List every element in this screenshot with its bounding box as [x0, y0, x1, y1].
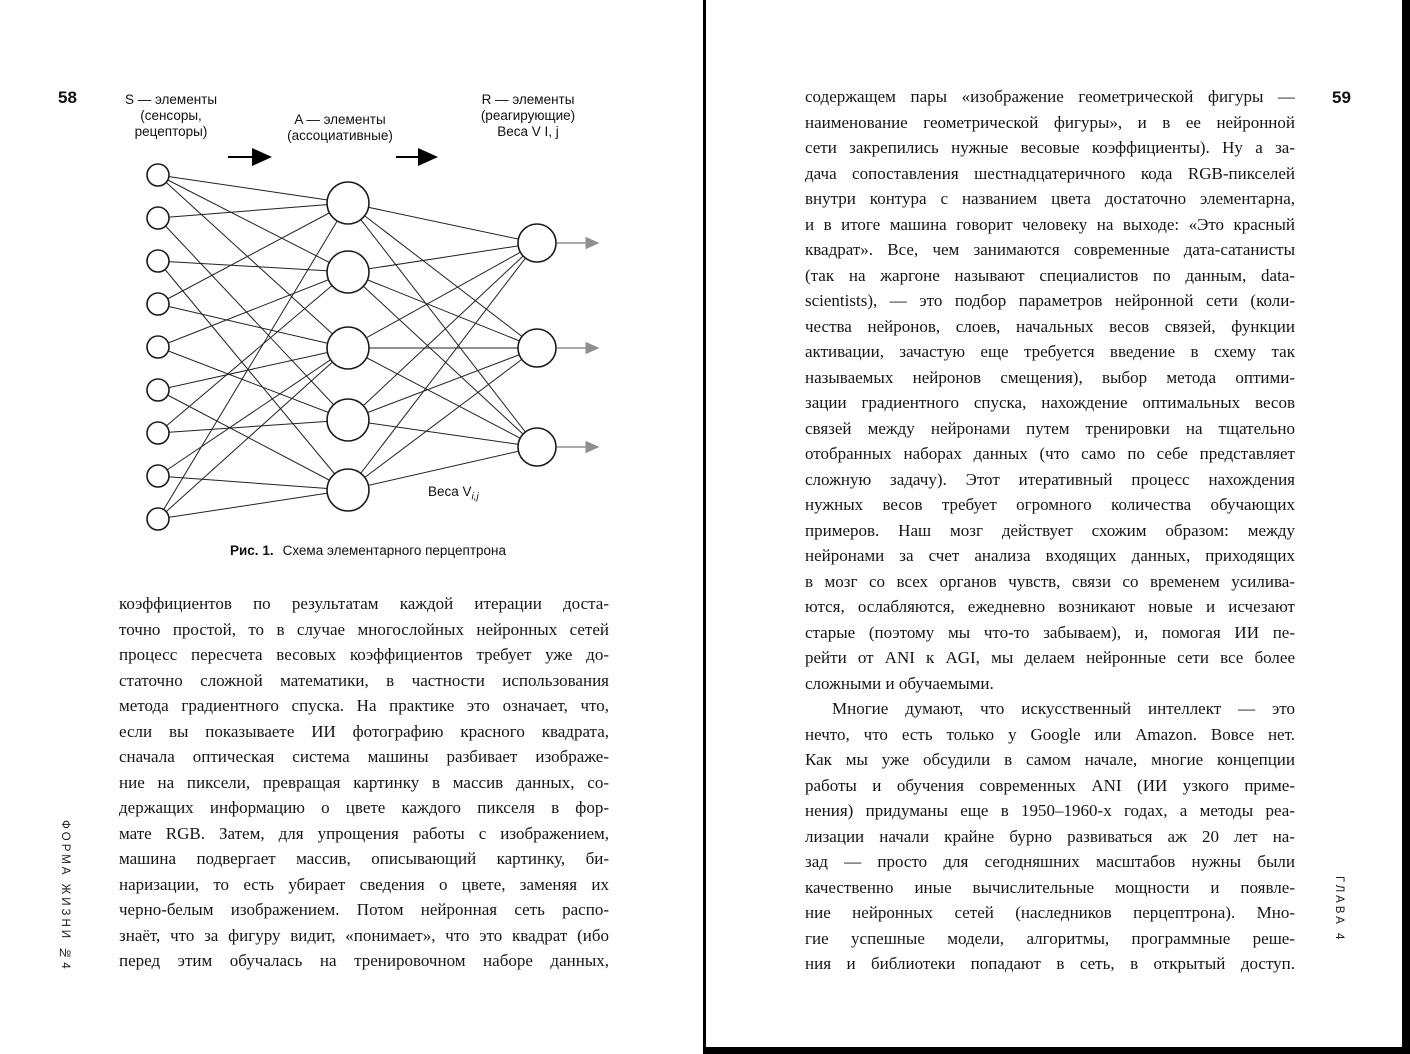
s-label-line1: S — элементы — [124, 92, 218, 107]
r-label-line2: (реагирующие) — [480, 108, 576, 123]
a-label-line1: A — элементы — [294, 112, 386, 127]
text-line: дача сопоставления шестнадцатеричного кода RGB-пикселей — [805, 163, 1295, 183]
text-line: нейронами за счет анализа входящих данных, приходящих — [805, 546, 1295, 565]
s-label-line3: рецепторы) — [134, 124, 208, 139]
text-line: зад — просто для сегодняшних масштабов нужны были — [805, 852, 1295, 871]
text-line: держащих информацию о цвете каждого пикселя в фор- — [119, 798, 609, 817]
r-elements-label — [447, 92, 609, 140]
text-line: точно простой, то в случае многослойных нейронных сетей — [119, 619, 609, 639]
text-line: перед этим обучалась на тренировочном наборе данных, — [119, 951, 609, 970]
text-line: сложными и обучаемыми. — [805, 673, 994, 693]
right-margin-chapter-title: ГЛАВА 4 — [1333, 876, 1345, 943]
text-line: мате RGB. Затем, для упрощения работы с изображением, — [119, 823, 609, 843]
text-line: называемых нейронов смещения), выбор метода оптими- — [805, 367, 1295, 387]
text-line: метода градиентного спуска. На практике это означает, что, — [119, 696, 609, 715]
figure-caption-text: Схема элементарного перцептрона — [282, 543, 506, 558]
text-line: черно-белым изображением. Потом нейронная сеть распо- — [119, 900, 609, 919]
perceptron-diagram — [0, 0, 705, 580]
text-line: Многие думают, что искусственный интеллект — это — [832, 699, 1295, 718]
weights-label — [428, 484, 479, 503]
text-line: машина подвергает массив, описывающий картинку, би- — [119, 849, 609, 868]
left-body-text — [119, 591, 609, 974]
text-line: коэффициентов по результатам каждой итерации доста- — [119, 594, 609, 613]
figure-caption-label: Рис. 1. — [230, 543, 274, 558]
text-line: рейти от ANI к AGI, мы делаем нейронные сети все более — [805, 648, 1295, 667]
page-number-left: 58 — [58, 88, 77, 107]
text-line: качественно иные вычислительные мощности и появле- — [805, 877, 1295, 897]
a-elements-label — [264, 112, 416, 144]
scan-edge-bottom — [703, 1047, 1410, 1054]
perceptron-network-svg — [0, 0, 705, 580]
text-line: сложную задачу). Этот итеративный процесс нахождения — [805, 469, 1295, 489]
text-line: зации градиентного спуска, нахождение оптимальных весов — [805, 393, 1295, 412]
text-line: нения) придуманы еще в 1950–1960-х годах, а методы реа- — [805, 801, 1295, 820]
text-line: статочно сложной математики, в частности использования — [119, 670, 609, 690]
text-line: ние нейронных сетей (наследников перцептрона). Мно- — [805, 903, 1295, 922]
text-line: наризации, то есть убирает сведения о цвете, заменяя их — [119, 874, 609, 894]
text-line: ния и библиотеки попадают в сеть, в открытый доступ. — [805, 954, 1295, 973]
a-neurons — [327, 182, 369, 511]
text-line: и в итоге машина говорит человеку на выходе: «Это красный — [805, 214, 1295, 234]
text-line: знаёт, что за фигуру видит, «понимает», что это квадрат (ибо — [119, 925, 609, 945]
text-line: процесс пересчета весовых коэффициентов требует уже до- — [119, 645, 609, 664]
weights-subscript: i,j — [471, 491, 479, 503]
text-line: работы и обучения современных ANI (ИИ узкого приме- — [805, 775, 1295, 795]
text-line: чества нейронов, слоев, начальных весов связей, функции — [805, 316, 1295, 336]
r-label-line1: R — элементы — [481, 92, 575, 107]
text-line: нужных весов требует огромного количества обучающих — [805, 495, 1295, 514]
figure-caption — [230, 543, 506, 558]
text-line: содержащем пары «изображение геометрической фигуры — — [805, 87, 1295, 106]
text-line: сети закрепились нужные весовые коэффициенты). Ну а за- — [805, 138, 1295, 157]
text-line: лизации начали крайне бурно развиваться аж 20 лет на- — [805, 826, 1295, 846]
text-line: Как мы уже обсудили в самом начале, многие концепции — [805, 750, 1295, 769]
text-line: нечто, что есть только у Google или Amazon. Вовсе нет. — [805, 724, 1295, 744]
text-line: старые (поэтому мы что-то забываем), и, помогая ИИ пе- — [805, 622, 1295, 642]
text-line: связей между нейронами путем тренировки на тщательно — [805, 418, 1295, 438]
right-paragraph-2 — [805, 696, 1295, 977]
text-line: если вы показываете ИИ фотографию красного квадрата, — [119, 721, 609, 741]
text-line: scientists), — это подбор параметров нейронной сети (коли- — [805, 291, 1295, 310]
output-arrows — [557, 243, 598, 447]
s-to-a-connections — [158, 175, 348, 519]
right-body-text — [805, 84, 1295, 977]
text-line: гие успешные модели, алгоритмы, программные реше- — [805, 928, 1295, 948]
text-line: сначала оптическая система машины разбивает изображе- — [119, 747, 609, 766]
s-neurons — [147, 164, 169, 530]
text-line: внутри контура с названием цвета достаточно элементарна, — [805, 189, 1295, 208]
page-gutter-divider — [703, 0, 706, 1054]
a-to-r-connections — [348, 203, 537, 490]
text-line: в мозг со всех органов чувств, связи со временем усилива- — [805, 571, 1295, 591]
weights-label-text: Веса V — [428, 484, 472, 499]
s-label-line2: (сенсоры, — [140, 108, 202, 123]
text-line: примеров. Наш мозг действует схожим образом: между — [805, 520, 1295, 540]
r-label-line3: Веса V I, j — [497, 124, 559, 139]
text-line: наименование геометрической фигуры», и в ее нейронной — [805, 112, 1295, 132]
text-line: (так на жаргоне называют специалистов по данным, data- — [805, 265, 1295, 285]
text-line: ние на пиксели, превращая картинку в массив данных, со- — [119, 772, 609, 792]
a-label-line2: (ассоциативные) — [287, 128, 393, 143]
text-line: ются, ослабляются, ежедневно возникают новые и исчезают — [805, 597, 1295, 616]
right-paragraph-1 — [805, 84, 1295, 696]
text-line: квадрат». Все, чем занимаются современные дата-сатанисты — [805, 240, 1295, 259]
s-elements-label — [96, 92, 246, 140]
left-margin-book-title: ФОРМА ЖИЗНИ №4 — [59, 820, 71, 972]
text-line: активации, зачастую еще требуется введение в схему так — [805, 342, 1295, 361]
text-line: отобранных наборах данных (что само по себе представляет — [805, 444, 1295, 463]
scan-edge-right — [1402, 0, 1410, 1054]
page-number-right: 59 — [1332, 88, 1351, 107]
